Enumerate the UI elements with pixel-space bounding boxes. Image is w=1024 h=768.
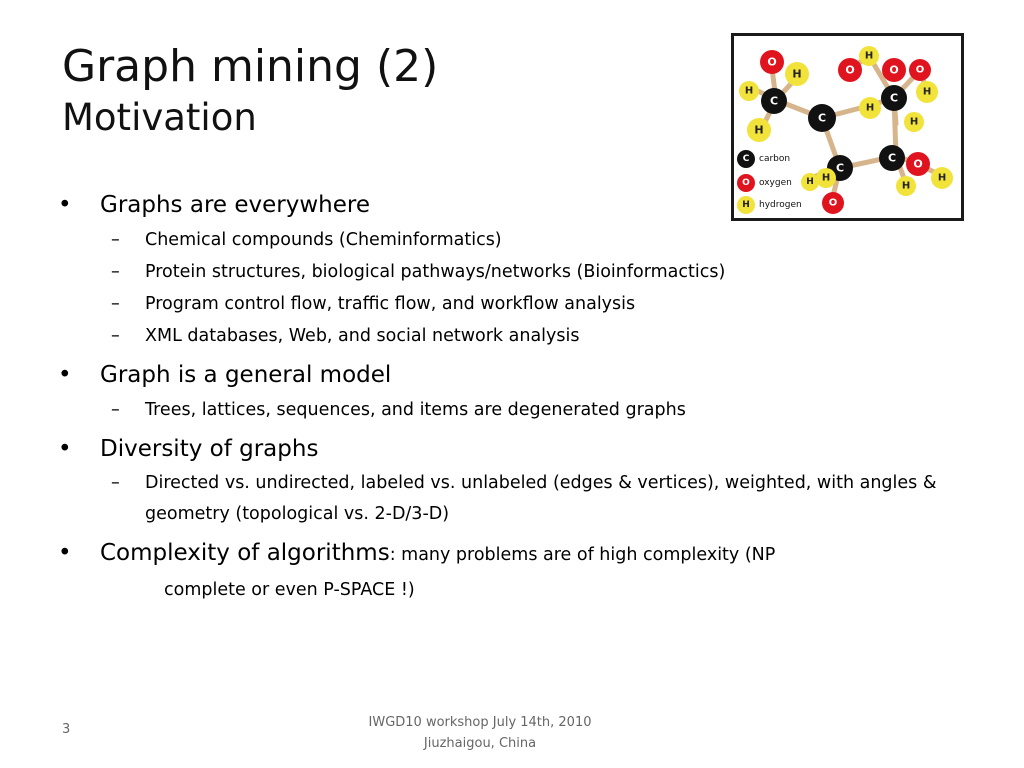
svg-text:O: O [767, 55, 777, 69]
sub-item-text: Directed vs. undirected, labeled vs. unlabeled (edges & vertices), weighted, with angles & geometry (topological vs. 2-D/3-D) [145, 473, 937, 524]
sub-item-text: Chemical compounds (Cheminformatics) [145, 230, 502, 250]
bullet-text: Diversity of graphs [100, 436, 319, 462]
svg-text:O: O [913, 157, 923, 171]
bullet-dot: • [58, 362, 72, 388]
svg-text:C: C [835, 161, 845, 175]
svg-text:H: H [742, 200, 750, 210]
bullet-continuation-line2: complete or even P-SPACE !) [164, 580, 415, 600]
content-list [58, 188, 958, 608]
sub-item [100, 288, 958, 320]
svg-text:O: O [742, 178, 750, 188]
dash-glyph: – [111, 400, 120, 420]
svg-text:C: C [887, 151, 897, 165]
sub-item-text: Trees, lattices, sequences, and items are degenerated graphs [145, 400, 686, 420]
svg-text:H: H [744, 85, 754, 97]
bullet-dot: • [58, 436, 72, 462]
svg-text:C: C [742, 154, 750, 164]
svg-text:O: O [845, 63, 855, 77]
svg-text:H: H [792, 67, 802, 81]
svg-text:C: C [889, 91, 899, 105]
svg-text:C: C [769, 94, 779, 108]
svg-text:H: H [806, 177, 814, 187]
sub-item-text: Program control flow, traffic flow, and workflow analysis [145, 294, 636, 314]
bullet-continuation: : many problems are of high complexity (NP [389, 545, 776, 565]
slide-footer [330, 712, 630, 754]
dash-glyph: – [111, 326, 120, 346]
dash-glyph: – [111, 294, 120, 314]
svg-text:H: H [864, 50, 874, 62]
sub-item [100, 468, 958, 530]
svg-text:O: O [828, 197, 838, 209]
legend-carbon-label: carbon [759, 154, 791, 164]
bullet-dot: • [58, 192, 72, 218]
dash-glyph: – [111, 473, 120, 493]
bullet-text: Graphs are everywhere [100, 192, 370, 218]
bullet-text: Complexity of algorithms [100, 540, 390, 566]
sub-item [100, 256, 958, 288]
sublist [100, 468, 958, 530]
bullet-complexity [58, 536, 958, 608]
footer-line2: Jiuzhaigou, China [423, 736, 537, 751]
sublist [100, 224, 958, 352]
sub-item-text: XML databases, Web, and social network analysis [145, 326, 580, 346]
svg-text:H: H [922, 86, 932, 98]
sub-item [100, 224, 958, 256]
svg-text:H: H [937, 172, 947, 184]
svg-text:O: O [915, 64, 925, 76]
sub-item-text: Protein structures, biological pathways/networks (Bioinformactics) [145, 262, 726, 282]
bullet-dot: • [58, 540, 72, 566]
svg-text:H: H [901, 180, 911, 192]
bullet-diversity [58, 432, 958, 530]
sub-item [100, 394, 958, 426]
bullet-general-model [58, 358, 958, 426]
legend-oxygen-label: oxygen [759, 178, 792, 188]
sublist [100, 394, 958, 426]
svg-text:C: C [817, 111, 827, 125]
svg-text:H: H [865, 102, 875, 114]
page-number: 3 [62, 722, 71, 737]
bullet-text: Graph is a general model [100, 362, 392, 388]
sub-item [100, 320, 958, 352]
legend-hydrogen-label: hydrogen [759, 200, 802, 210]
slide-title [62, 40, 438, 142]
title-subtitle: Motivation [62, 96, 257, 139]
bullet-graphs-everywhere [58, 188, 958, 352]
svg-text:H: H [754, 123, 764, 137]
footer-line1: IWGD10 workshop July 14th, 2010 [368, 715, 592, 730]
title-main: Graph mining (2) [62, 41, 439, 92]
dash-glyph: – [111, 230, 120, 250]
svg-text:O: O [889, 63, 899, 77]
svg-text:H: H [909, 116, 919, 128]
dash-glyph: – [111, 262, 120, 282]
svg-text:H: H [821, 172, 831, 184]
